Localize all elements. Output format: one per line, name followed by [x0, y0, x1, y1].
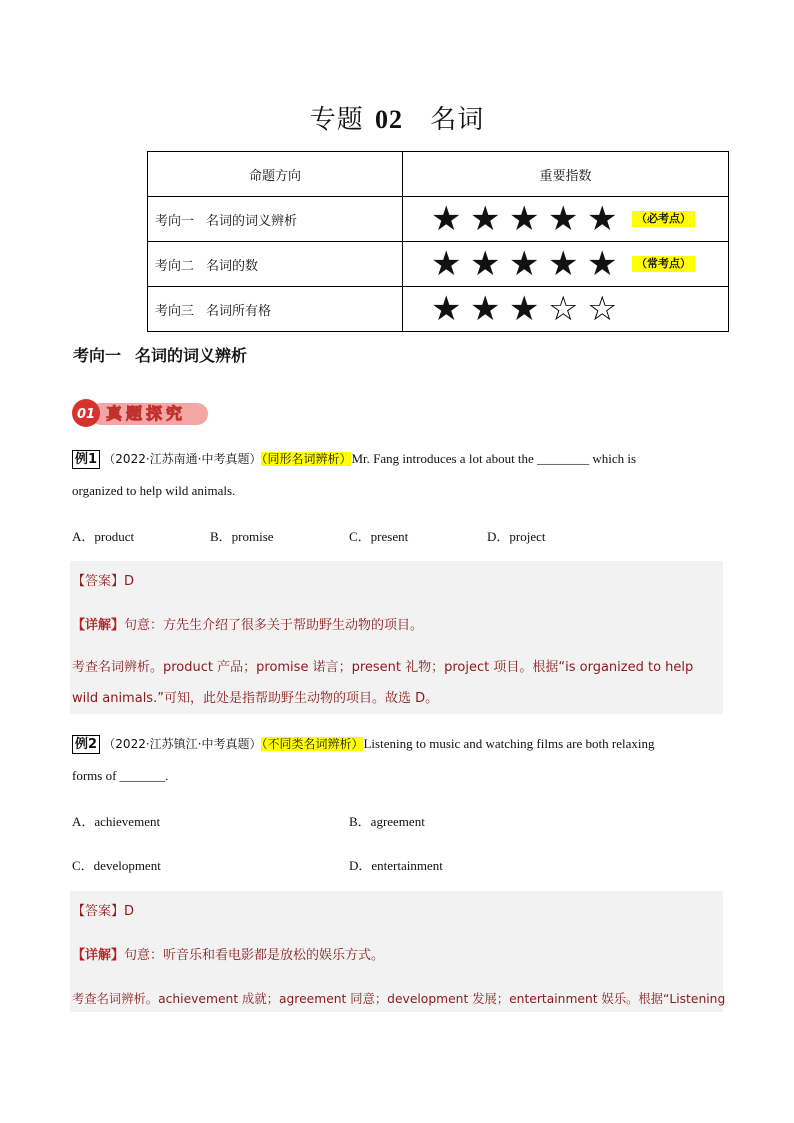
detail-label: 【详解】 [72, 948, 125, 963]
star-filled-icon: ★ [431, 289, 463, 329]
option-c: C．present [349, 529, 409, 544]
star-empty-icon: ☆ [548, 289, 580, 329]
table-header-row [148, 152, 729, 197]
option-a: A．achievement [72, 814, 161, 829]
option-d: D．project [487, 529, 546, 544]
star-filled-icon: ★ [509, 244, 541, 284]
header-importance: 重要指数 [403, 152, 729, 197]
star-rating [403, 244, 728, 284]
star-rating [403, 289, 728, 329]
table-row [148, 287, 729, 332]
example-1-question [72, 443, 722, 506]
star-filled-icon: ★ [509, 199, 541, 239]
example-highlight: （同形名词辨析） [261, 452, 352, 466]
row-name: 名词的词义辨析 [206, 213, 298, 229]
example-label: 例2 [72, 735, 100, 754]
star-filled-icon: ★ [587, 244, 619, 284]
table-row [148, 242, 729, 287]
star-filled-icon: ★ [509, 289, 541, 329]
importance-tag: （常考点） [632, 256, 695, 272]
option-b: B．promise [210, 529, 274, 544]
answer-text: 【答案】D [72, 574, 135, 589]
star-filled-icon: ★ [431, 244, 463, 284]
example-source: （2022·江苏镇江·中考真题） [103, 737, 262, 751]
example-source: （2022·江苏南通·中考真题） [103, 452, 262, 466]
title-prefix: 专题 [309, 105, 364, 135]
detail-label: 【详解】 [72, 618, 125, 633]
star-filled-icon: ★ [470, 199, 502, 239]
question-text-cont: forms of _______. [72, 768, 169, 783]
star-filled-icon: ★ [431, 199, 463, 239]
star-filled-icon: ★ [548, 244, 580, 284]
answer-text: 【答案】D [72, 904, 135, 919]
zhenti-badge [72, 398, 210, 428]
example-1-answer [70, 561, 723, 714]
row-label: 考向三 [155, 303, 195, 319]
section-name: 名词的词义辨析 [135, 346, 248, 365]
question-text: Mr. Fang introduces a lot about the ________ which is [351, 451, 637, 466]
example-highlight: （不同类名词辨析） [261, 737, 364, 751]
star-filled-icon: ★ [548, 199, 580, 239]
title-topic: 名词 [430, 105, 485, 135]
header-direction: 命题方向 [148, 152, 403, 197]
detail-text: 句意：方先生介绍了很多关于帮助野生动物的项目。 [124, 618, 424, 633]
explain-text: 考查名词辨析。achievement 成就；agreement 同意；development 发展；entertainment 娱乐。根据“Listening [72, 992, 726, 1006]
star-filled-icon: ★ [470, 289, 502, 329]
example-label: 例1 [72, 450, 100, 469]
title-number: 02 [375, 105, 403, 134]
option-a: A．product [72, 529, 135, 544]
option-d: D．entertainment [349, 858, 443, 873]
section-label: 考向一 [73, 346, 122, 365]
badge-text: 真题探究 [106, 404, 187, 423]
row-label: 考向一 [155, 213, 195, 229]
row-name: 名词的数 [206, 258, 259, 274]
example-2-question [72, 728, 722, 791]
badge-number: 01 [76, 407, 96, 422]
question-text-cont: organized to help wild animals. [72, 483, 236, 498]
overview-table [147, 151, 729, 332]
detail-text: 句意：听音乐和看电影都是放松的娱乐方式。 [124, 948, 385, 963]
option-b: B．agreement [349, 814, 425, 829]
row-name: 名词所有格 [206, 303, 272, 319]
table-row [148, 197, 729, 242]
page-title [0, 99, 794, 136]
importance-tag: （必考点） [632, 211, 695, 227]
question-text: Listening to music and watching films are both relaxing [363, 736, 655, 751]
star-filled-icon: ★ [587, 199, 619, 239]
star-filled-icon: ★ [470, 244, 502, 284]
star-empty-icon: ☆ [587, 289, 619, 329]
star-rating [403, 199, 728, 239]
section-heading [73, 343, 247, 366]
row-label: 考向二 [155, 258, 195, 274]
example-2-answer [70, 891, 726, 1012]
option-c: C．development [72, 858, 161, 873]
explain-text: 考查名词辨析。product 产品；promise 诺言；present 礼物；project 项目。根据“is organized to help wild animals.”可知，此处是指帮助野生动物的项目。故选 D。 [72, 660, 694, 706]
